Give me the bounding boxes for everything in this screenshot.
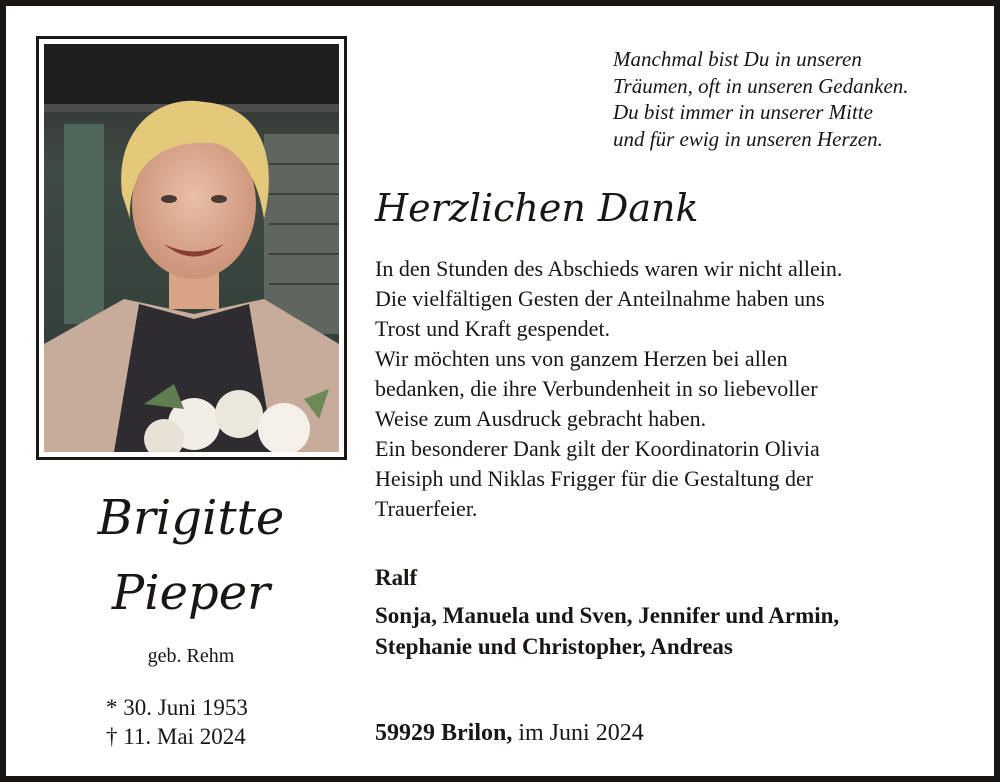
text-line: Trost und Kraft gespendet. (375, 316, 611, 341)
life-dates (106, 693, 248, 751)
text-line: Trauerfeier. (375, 496, 478, 521)
poem-line: und für ewig in unseren Herzen. (613, 126, 883, 151)
deceased-last-name: Pieper (111, 565, 271, 621)
text-line: Ein besonderer Dank gilt der Koordinatorin Olivia (375, 436, 820, 461)
place-and-date (375, 720, 644, 747)
text-line: Weise zum Ausdruck gebracht haben. (375, 406, 707, 431)
portrait-photo (44, 44, 339, 452)
poem-line: Manchmal bist Du in unseren (613, 47, 862, 71)
place-date: im Juni 2024 (518, 720, 644, 746)
place-city: 59929 Brilon, (375, 720, 513, 746)
birth-name: geb. Rehm (147, 645, 235, 667)
signer-line: Sonja, Manuela und Sven, Jennifer und Armin, (375, 603, 840, 628)
signer-primary: Ralf (375, 565, 418, 590)
poem-line: Träumen, oft in unseren Gedanken. (613, 73, 909, 98)
text-line: Heisiph und Niklas Frigger für die Gestaltung der (375, 466, 814, 491)
signer-line: Stephanie und Christopher, Andreas (375, 634, 733, 659)
text-line: Die vielfältigen Gesten der Anteilnahme haben uns (375, 286, 825, 311)
thanks-heading: Herzlichen Dank (375, 186, 699, 230)
death-date: † 11. Mai 2024 (106, 724, 246, 749)
deceased-first-name: Brigitte (97, 490, 285, 546)
poem (613, 46, 909, 152)
signers (375, 562, 839, 662)
portrait-frame (36, 36, 347, 460)
birth-date: * 30. Juni 1953 (106, 695, 248, 720)
poem-line: Du bist immer in unserer Mitte (613, 100, 873, 124)
text-line: In den Stunden des Abschieds waren wir nicht allein. (375, 256, 843, 281)
text-line: Wir möchten uns von ganzem Herzen bei allen (375, 346, 788, 371)
thanks-text (375, 254, 842, 524)
text-line: bedanken, die ihre Verbundenheit in so liebevoller (375, 376, 818, 401)
